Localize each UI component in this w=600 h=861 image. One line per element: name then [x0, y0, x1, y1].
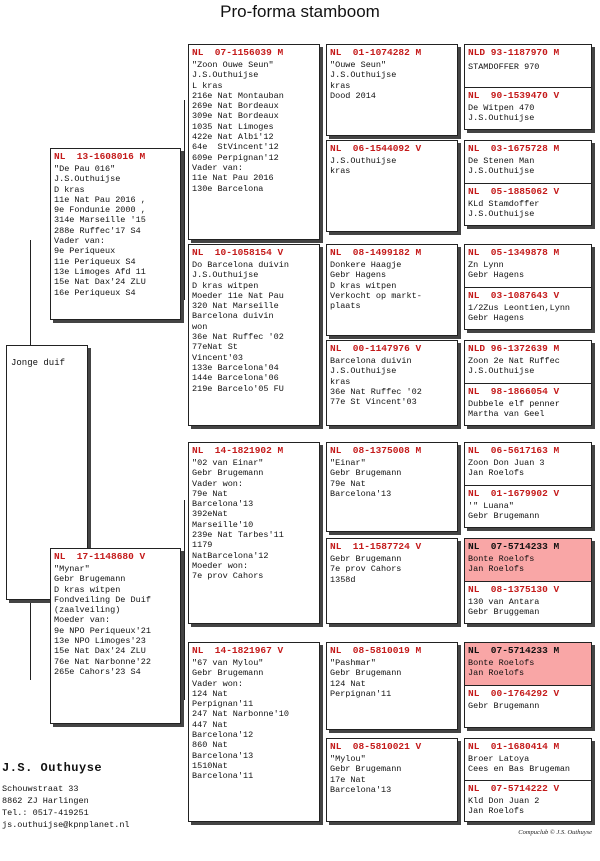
pedigree-line: "02 van Einar": [192, 458, 264, 468]
pedigree-line: Donkere Haagje: [330, 260, 402, 270]
pedigree-line: Cees en Bas Brugeman: [468, 764, 571, 775]
pedigree-line: 1510Nat: [192, 760, 228, 771]
pedigree-line: NatBarcelona'12: [192, 550, 269, 561]
highlighted-ancestor: [465, 539, 591, 582]
pedigree-line: "De Pau 016": [54, 164, 116, 174]
pedigree-line: Barcelona'13: [330, 488, 392, 499]
grandparent-card: [188, 642, 320, 822]
pedigree-line: Jan Roelofs: [468, 806, 525, 817]
pedigree-line: 239e Nat Tarbes'11: [192, 530, 284, 541]
pedigree-line: Barcelona'11: [192, 771, 254, 782]
pedigree-line: Do Barcelona duivin: [192, 260, 289, 270]
pedigree-line: J.S.Outhuijse: [330, 70, 397, 81]
pedigree-line: 77eNat St: [192, 342, 238, 353]
pedigree-line: Gebr Brugemann: [330, 468, 402, 479]
gggp-pair-card: [464, 538, 592, 624]
pedigree-line: Bonte Roelofs: [468, 554, 535, 564]
ring-number: NL 01-1679902 V: [468, 488, 560, 499]
gggp-pair-card: [464, 44, 592, 130]
ring-number: NL 07-1156039 M: [192, 47, 284, 58]
owner-address: Schouwstraat 33: [2, 784, 79, 794]
pedigree-line: Jan Roelofs: [468, 564, 525, 575]
pedigree-line: 64e StVincent'12: [192, 142, 279, 153]
pedigree-line: D kras: [54, 184, 85, 195]
pedigree-line: De Stenen Man: [468, 156, 535, 166]
pedigree-line: 79e Nat: [192, 488, 228, 499]
pedigree-line: 247 Nat Narbonne'10: [192, 709, 289, 720]
pedigree-line: J.S.Outhuijse: [468, 366, 535, 377]
great-grandparent-card: [326, 244, 458, 336]
great-grandparent-card: [326, 340, 458, 426]
pedigree-line: 422e Nat Albi'12: [192, 132, 274, 143]
ring-number: NL 14-1821967 V: [192, 645, 284, 656]
owner-block: [2, 761, 182, 831]
pedigree-line: Barcelona'13: [192, 499, 254, 510]
pedigree-line: D kras witpen: [54, 584, 121, 595]
pedigree-line: 130 van Antara: [468, 597, 540, 607]
pedigree-line: 1358d: [330, 574, 356, 585]
pedigree-line: "67 van Mylou": [192, 658, 264, 668]
pedigree-line: 13e Limoges Afd 11: [54, 266, 146, 277]
ring-number: NL 13-1608016 M: [54, 151, 146, 162]
pedigree-line: Barcelona'13: [330, 784, 392, 795]
owner-phone: Tel.: 0517-419251: [2, 808, 89, 818]
pedigree-line: Verkocht op markt-: [330, 290, 422, 301]
pedigree-line: STAMDOFFER 970: [468, 62, 540, 72]
pedigree-line: 144e Barcelona'06: [192, 373, 279, 384]
pedigree-line: 288e Ruffec'17 S4: [54, 225, 141, 236]
gggp-pair-card: [464, 642, 592, 728]
pedigree-line: J.S.Outhuijse: [192, 270, 259, 281]
parent-dam-card: [50, 548, 181, 724]
pedigree-line: kras: [330, 80, 351, 91]
pedigree-line: "Mylou": [330, 754, 366, 764]
pedigree-line: J.S.Outhuijse: [192, 70, 259, 81]
pedigree-line: 219e Barcelo'05 FU: [192, 383, 284, 394]
pedigree-line: D kras witpen: [192, 280, 259, 291]
ring-number: NL 11-1587724 V: [330, 541, 422, 552]
pedigree-line: Gebr Hagens: [468, 270, 525, 281]
pedigree-line: 13e NPO Limoges'23: [54, 636, 146, 647]
pedigree-line: Gebr Brugemann: [468, 701, 540, 711]
page-title: Pro-forma stamboom: [220, 2, 380, 21]
pedigree-line: Barcelona duivin: [330, 356, 412, 366]
ring-number: NLD 96-1372639 M: [468, 343, 560, 354]
ring-number: NL 08-1375130 V: [468, 584, 560, 595]
pedigree-line: 609e Perpignan'12: [192, 152, 279, 163]
pedigree-line: 15e Nat Dax'24 ZLU: [54, 646, 146, 657]
gggp-pair-card: [464, 442, 592, 528]
pedigree-line: Martha van Geel: [468, 409, 545, 420]
ring-number: NL 08-1375008 M: [330, 445, 422, 456]
pedigree-line: 860 Nat: [192, 740, 228, 751]
pedigree-line: 36e Nat Ruffec '02: [330, 386, 422, 397]
pedigree-line: "Einar": [330, 458, 366, 468]
pedigree-line: 133e Barcelona'04: [192, 362, 279, 373]
pedigree-line: 79e Nat: [330, 478, 366, 489]
ring-number: NLD 93-1187970 M: [468, 47, 560, 58]
pedigree-line: Vader van:: [192, 162, 244, 173]
great-grandparent-card: [326, 442, 458, 532]
pedigree-line: 1/2Zus Leontien,Lynn: [468, 303, 571, 313]
pedigree-line: KLd Stamdoffer: [468, 199, 540, 209]
pedigree-line: Gebr Bruggeman: [468, 607, 540, 618]
ring-number: NL 98-1866054 V: [468, 386, 560, 397]
pedigree-line: "Ouwe Seun": [330, 60, 387, 70]
pedigree-line: 9e Periqueux: [54, 246, 116, 257]
pedigree-line: Gebr Brugemann: [54, 574, 126, 585]
pedigree-line: Zoon Don Juan 3: [468, 458, 545, 468]
pedigree-line: Gebr Brugemann: [330, 554, 402, 564]
ring-number: NL 08-5810021 V: [330, 741, 422, 752]
highlighted-ancestor: [465, 643, 591, 686]
pedigree-line: 314e Marseille '15: [54, 215, 146, 226]
pedigree-line: Gebr Hagens: [330, 270, 387, 281]
pedigree-line: J.S.Outhuijse: [468, 209, 535, 220]
ring-number: NL 01-1074282 M: [330, 47, 422, 58]
pedigree-line: 76e Nat Narbonne'22: [54, 656, 151, 667]
ring-number: NL 08-5810019 M: [330, 645, 422, 656]
connector-line: [184, 100, 185, 300]
pedigree-line: J.S.Outhuijse: [468, 166, 535, 177]
pedigree-line: Marseille'10: [192, 519, 254, 530]
ring-number: NL 07-5714233 M: [468, 645, 560, 656]
pedigree-line: 1035 Nat Limoges: [192, 121, 274, 132]
pedigree-line: 7e prov Cahors: [330, 564, 402, 575]
great-grandparent-card: [326, 738, 458, 822]
pedigree-line: Fondveiling De Duif: [54, 594, 151, 605]
pedigree-line: 9e NPO Periqueux'21: [54, 625, 151, 636]
pedigree-line: Vader won:: [192, 678, 244, 689]
pedigree-line: "Mynar": [54, 564, 90, 574]
pedigree-line: 124 Nat: [192, 688, 228, 699]
pedigree-line: Gebr Brugemann: [192, 668, 264, 679]
ring-number: NL 08-1499182 M: [330, 247, 422, 258]
pedigree-line: 269e Nat Bordeaux: [192, 101, 279, 112]
connector-line: [184, 500, 185, 700]
subject-label: Jonge duif: [11, 358, 66, 368]
ring-number: NL 03-1087643 V: [468, 290, 560, 301]
pedigree-line: Vader won:: [192, 478, 244, 489]
pedigree-line: Dood 2014: [330, 90, 376, 101]
gggp-pair-card: [464, 140, 592, 226]
pedigree-line: D kras witpen: [330, 280, 397, 291]
pedigree-line: J.S.Outhuijse: [330, 366, 397, 377]
pedigree-line: Moeder won:: [192, 560, 249, 571]
pedigree-line: 447 Nat: [192, 719, 228, 730]
pedigree-line: Gebr Hagens: [468, 313, 525, 324]
pedigree-line: (zaalveiling): [54, 605, 121, 616]
owner-email[interactable]: js.outhuijse@kpnplanet.nl: [2, 820, 130, 830]
pedigree-line: Jan Roelofs: [468, 668, 525, 679]
gggp-pair-card: [464, 244, 592, 330]
grandparent-card: [188, 244, 320, 426]
pedigree-line: 11e Nat Pau 2016: [192, 173, 274, 184]
pedigree-line: Perpignan'11: [192, 699, 254, 710]
pedigree-line: Moeder van:: [54, 615, 111, 626]
connector-line: [30, 600, 31, 680]
pedigree-line: Gebr Brugemann: [330, 668, 402, 679]
pedigree-line: 15e Nat Dax'24 ZLU: [54, 277, 146, 288]
grandparent-card: [188, 44, 320, 240]
parent-sire-card: [50, 148, 181, 320]
pedigree-line: 9e Fondunie 2000 ,: [54, 205, 146, 216]
ring-number: NL 06-1544092 V: [330, 143, 422, 154]
pedigree-line: Bonte Roelofs: [468, 658, 535, 668]
pedigree-line: "Zoon Ouwe Seun": [192, 60, 274, 70]
grandparent-card: [188, 442, 320, 624]
pedigree-line: 309e Nat Bordeaux: [192, 111, 279, 122]
pedigree-line: 7e prov Cahors: [192, 571, 264, 582]
great-grandparent-card: [326, 642, 458, 730]
pedigree-line: 17e Nat: [330, 774, 366, 785]
pedigree-line: "Pashmar": [330, 658, 376, 668]
pedigree-line: J.S.Outhuijse: [330, 156, 397, 166]
pedigree-line: kras: [330, 166, 351, 177]
pedigree-line: Barcelona duivin: [192, 311, 274, 322]
pedigree-line: Gebr Brugemann: [468, 511, 540, 522]
pedigree-line: Moeder 11e Nat Pau: [192, 290, 284, 301]
ring-number: NL 05-1349878 M: [468, 247, 560, 258]
pedigree-line: Vader van:: [54, 236, 106, 247]
pedigree-line: 11e Nat Pau 2016 ,: [54, 194, 146, 205]
gggp-pair-card: [464, 738, 592, 822]
ring-number: NL 00-1764292 V: [468, 688, 560, 699]
pedigree-line: 265e Cahors'23 S4: [54, 666, 141, 677]
ring-number: NL 07-5714222 V: [468, 783, 560, 794]
ring-number: NL 00-1147976 V: [330, 343, 422, 354]
pedigree-line: plaats: [330, 301, 361, 312]
ring-number: NL 06-5617163 M: [468, 445, 560, 456]
ring-number: NL 90-1539470 V: [468, 90, 560, 101]
great-grandparent-card: [326, 538, 458, 624]
ring-number: NL 03-1675728 M: [468, 143, 560, 154]
pedigree-line: J.S.Outhuijse: [468, 113, 535, 124]
footer-credit: Compuclub © J.S. Outhuyse: [518, 829, 592, 836]
ring-number: NL 07-5714233 M: [468, 541, 560, 552]
connector-line: [30, 240, 31, 345]
pedigree-line: L kras: [192, 80, 223, 91]
pedigree-line: Broer Latoya: [468, 754, 530, 764]
pedigree-line: 36e Nat Ruffec '02: [192, 332, 284, 343]
pedigree-line: 320 Nat Marseille: [192, 301, 279, 312]
pedigree-line: 16e Periqueux S4: [54, 287, 136, 298]
owner-name: J.S. Outhuyse: [2, 761, 103, 775]
owner-city: 8862 ZJ Harlingen: [2, 796, 89, 806]
pedigree-line: Gebr Brugemann: [330, 764, 402, 775]
pedigree-line: J.S.Outhuijse: [54, 174, 121, 185]
pedigree-line: 392eNat: [192, 509, 228, 520]
pedigree-line: 11e Periqueux S4: [54, 256, 136, 267]
pedigree-line: De Witpen 470: [468, 103, 535, 113]
pedigree-line: Dubbele elf penner: [468, 399, 560, 409]
ring-number: NL 17-1148680 V: [54, 551, 146, 562]
pedigree-line: '" Luana": [468, 501, 514, 511]
pedigree-line: Zoon 2e Nat Ruffec: [468, 356, 560, 366]
pedigree-line: Barcelona'12: [192, 730, 254, 741]
pedigree-line: Vincent'03: [192, 352, 244, 363]
pedigree-line: 77e St Vincent'03: [330, 397, 417, 408]
pedigree-line: Kld Don Juan 2: [468, 796, 540, 806]
gggp-pair-card: [464, 340, 592, 426]
pedigree-line: Jan Roelofs: [468, 468, 525, 479]
ring-number: NL 14-1821902 M: [192, 445, 284, 456]
great-grandparent-card: [326, 44, 458, 136]
pedigree-line: Gebr Brugemann: [192, 468, 264, 479]
pedigree-line: 1179: [192, 540, 213, 551]
pedigree-line: 124 Nat: [330, 678, 366, 689]
pedigree-line: kras: [330, 376, 351, 387]
ring-number: NL 01-1680414 M: [468, 741, 560, 752]
pedigree-line: won: [192, 321, 208, 332]
pedigree-line: Barcelona'13: [192, 750, 254, 761]
pedigree-line: 216e Nat Montauban: [192, 90, 284, 101]
ring-number: NL 10-1058154 V: [192, 247, 284, 258]
great-grandparent-card: [326, 140, 458, 232]
ring-number: NL 05-1885062 V: [468, 186, 560, 197]
pedigree-line: Perpignan'11: [330, 688, 392, 699]
pedigree-line: 130e Barcelona: [192, 183, 264, 194]
pedigree-line: Zn Lynn: [468, 260, 504, 270]
